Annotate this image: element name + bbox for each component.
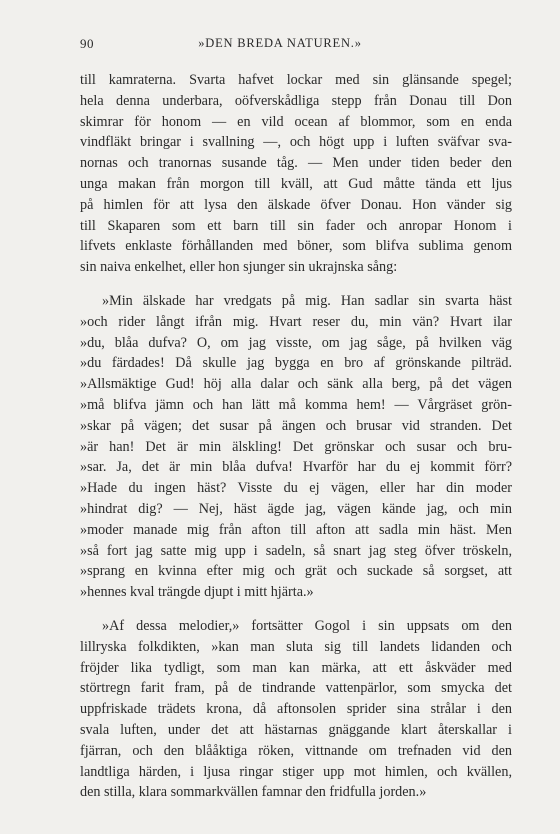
text-line: nornas och tranornas susande tåg. — Men under tiden beder den [80,155,512,172]
running-head: »DEN BREDA NATUREN.» [198,36,362,50]
text-line: den stilla, klara sommarkvällen famnar den fridfulla jorden.» [80,784,427,801]
text-line: »sar. Ja, det är min blåa dufva! Hvarför har du ej kommit förr? [80,459,512,476]
text-line: störtregn farit fram, på de tindrande vattenpärlor, som smycka det [80,680,512,697]
text-line: landtliga härden, i ljusa ringar stiger upp mot himlen, och kvällen, [80,763,512,780]
text-line: sin naiva enkelhet, eller hon sjunger sin ukrajnska sång: [80,259,398,276]
paragraph-2-song [80,291,512,603]
text-line: »du, blåa dufva? O, om jag visste, om jag såge, på hvilken väg [80,334,512,351]
text-line: »hennes kval trängde djupt i mitt hjärta.» [80,584,314,601]
text-line: på himlen för att lysa den älskade öfver Donau. Hon vänder sig [80,196,512,213]
text-line: fröjder lika tydligt, som man kan märka, att ett åskväder med [80,659,512,676]
text-line: fjärran, och den blååktiga röken, vittnande om trefnaden vid den [80,742,512,759]
text-line: lifvets enklaste förhållanden med böner, som blifva sublima genom [80,238,512,255]
text-line: »Allsmäktige Gud! höj alla dalar och sänk alla berg, på det vägen [80,376,512,393]
text-line: unga makan från morgon till kväll, att Gud måtte tända ett ljus [80,175,512,192]
text-line: »Min älskade har vredgats på mig. Han sadlar sin svarta häst [102,292,512,309]
paragraph-1 [80,70,512,278]
text-line: »må blifva jämn och han lätt må komma hem! — Vårgräset grön- [80,396,512,413]
text-line: vindfläkt bringar i svallning —, och högt upp i luften sväfvar sva- [80,134,512,151]
text-line: »hindrat dig? — Nej, häst ägde jag, vägen kände jag, och min [80,500,512,517]
text-line: »moder manade mig från afton till afton att sadla min häst. Men [80,521,512,538]
text-line: hela denna underbara, oöfverskådliga stepp från Donau till Don [80,92,512,109]
text-line: »är han! Det är min älskling! Det grönskar och susar och bru- [80,438,512,455]
text-line: »skar på vägen; det susar på ängen och brusar vid stranden. Det [80,417,512,434]
page-number: 90 [80,36,94,51]
text-line: »du färdades! Då skulle jag bygga en bro af grönskande pilträd. [80,355,512,372]
text-line: »och rider långt ifrån mig. Hvart reser du, min vän? Hvart ilar [80,313,512,330]
text-line: svala luften, under det att hästarnas gnäggande klart återskallar i [80,721,512,738]
text-line: »Af dessa melodier,» fortsätter Gogol i sin uppsats om den [102,617,512,634]
page-body [80,70,512,803]
text-line: till Skaparen som ett barn till sin fader och anropar Honom i [80,217,512,234]
text-line: »så fort jag satte mig upp i sadeln, så snart jag steg öfver tröskeln, [80,542,512,559]
text-line: uppfriskade trädets krona, då aftonsolen sprider sina strålar i den [80,701,512,718]
text-line: lillryska folkdikten, »kan man sluta sig till landets lidanden och [80,638,512,655]
text-line: »Hade du ingen häst? Visste du ej vägen, eller har din moder [80,480,512,497]
paragraph-3 [80,616,512,803]
text-line: skimrar för honom — en vild ocean af blommor, som en enda [80,113,512,130]
text-line: till kamraterna. Svarta hafvet lockar med sin glänsande spegel; [80,72,512,88]
text-line: »sprang en kvinna efter mig och grät och suckade så sorgset, att [80,563,512,580]
